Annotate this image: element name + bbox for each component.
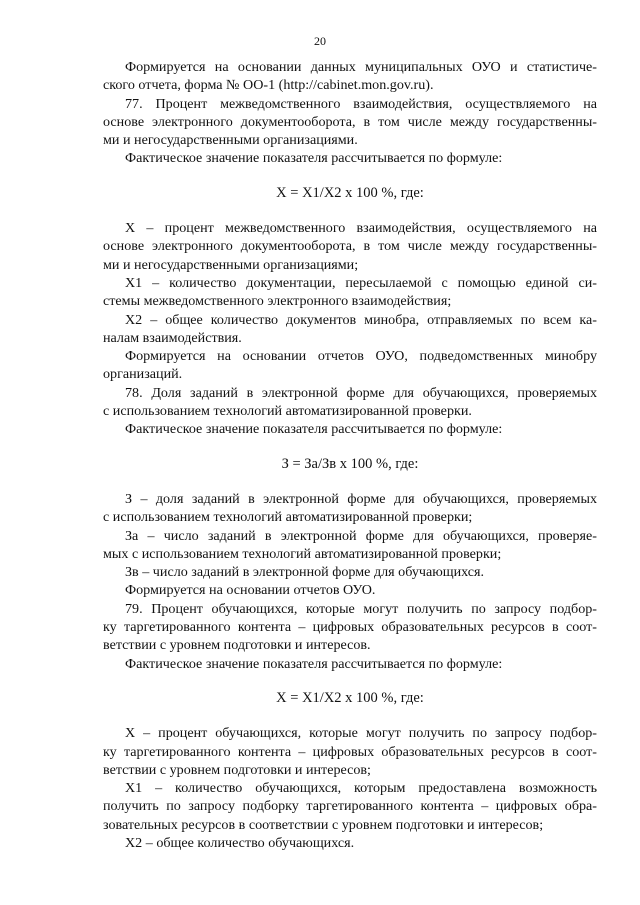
- text-line: мых с использованием технологий автоматизированной проверки;: [103, 545, 502, 562]
- text-line: с использованием технологий автоматизированной проверки.: [103, 403, 472, 420]
- text-line: X1 – количество обучающихся, которым предоставлена возможность: [125, 780, 597, 797]
- text-line: ми и негосударственными организациями.: [103, 132, 358, 149]
- formula-line: X = X1/X2 x 100 %, где:: [276, 689, 424, 706]
- text-line: 77. Процент межведомственного взаимодействия, осуществляемого на: [125, 95, 597, 112]
- text-line: X – процент обучающихся, которые могут получить по запросу подбор-: [125, 725, 597, 742]
- text-line: ского отчета, форма № ОО-1 (http://cabinet.mon.gov.ru).: [103, 77, 434, 94]
- text-line: стемы межведомственного электронного взаимодействия;: [103, 293, 452, 310]
- page-number: 20: [314, 34, 326, 48]
- text-line: получить по запросу подборку таргетированного контента – цифровых обра-: [103, 798, 597, 815]
- text-line: Формируется на основании отчетов ОУО, подведомственных минобру: [125, 348, 597, 365]
- text-line: Зв – число заданий в электронной форме для обучающихся.: [125, 564, 485, 581]
- text-line: Формируется на основании данных муниципальных ОУО и статистиче-: [125, 59, 597, 75]
- text-line: ветствии с уровнем подготовки и интересов.: [103, 637, 371, 654]
- text-line: ку таргетированного контента – цифровых образовательных ресурсов в соот-: [103, 619, 597, 636]
- formula-line: З = За/Зв x 100 %, где:: [281, 455, 419, 472]
- text-line: зовательных ресурсов в соответствии с уровнем подготовки и интересов;: [103, 816, 544, 833]
- document-body: [103, 58, 597, 852]
- text-line: с использованием технологий автоматизированной проверки;: [103, 509, 473, 526]
- text-line: За – число заданий в электронной форме для обучающихся, проверяе-: [125, 527, 597, 544]
- text-line: З – доля заданий в электронной форме для обучающихся, проверяемых: [125, 490, 597, 507]
- text-line: Фактическое значение показателя рассчитывается по формуле:: [125, 421, 503, 438]
- text-line: Фактическое значение показателя рассчитывается по формуле:: [125, 655, 503, 672]
- text-line: ми и негосударственными организациями;: [103, 256, 359, 273]
- formula-line: X = X1/X2 x 100 %, где:: [276, 184, 424, 201]
- text-line: Формируется на основании отчетов ОУО.: [125, 582, 376, 599]
- text-line: основе электронного документооборота, в том числе между государственны-: [103, 238, 597, 255]
- text-line: организаций.: [103, 366, 183, 383]
- text-line: X2 – общее количество документов минобра, отправляемых по всем ка-: [125, 311, 597, 328]
- text-line: основе электронного документооборота, в том числе между государственны-: [103, 113, 597, 130]
- text-line: X1 – количество документации, пересылаемой с помощью единой си-: [125, 274, 597, 291]
- text-line: Фактическое значение показателя рассчитывается по формуле:: [125, 150, 503, 167]
- text-line: 79. Процент обучающихся, которые могут получить по запросу подбор-: [125, 600, 597, 617]
- text-line: X2 – общее количество обучающихся.: [125, 834, 355, 851]
- text-line: ветствии с уровнем подготовки и интересов;: [103, 761, 371, 778]
- text-line: налам взаимодействия.: [103, 329, 242, 346]
- text-line: ку таргетированного контента – цифровых образовательных ресурсов в соот-: [103, 743, 597, 760]
- text-line: X – процент межведомственного взаимодействия, осуществляемого на: [125, 220, 597, 237]
- text-line: 78. Доля заданий в электронной форме для обучающихся, проверяемых: [125, 384, 597, 401]
